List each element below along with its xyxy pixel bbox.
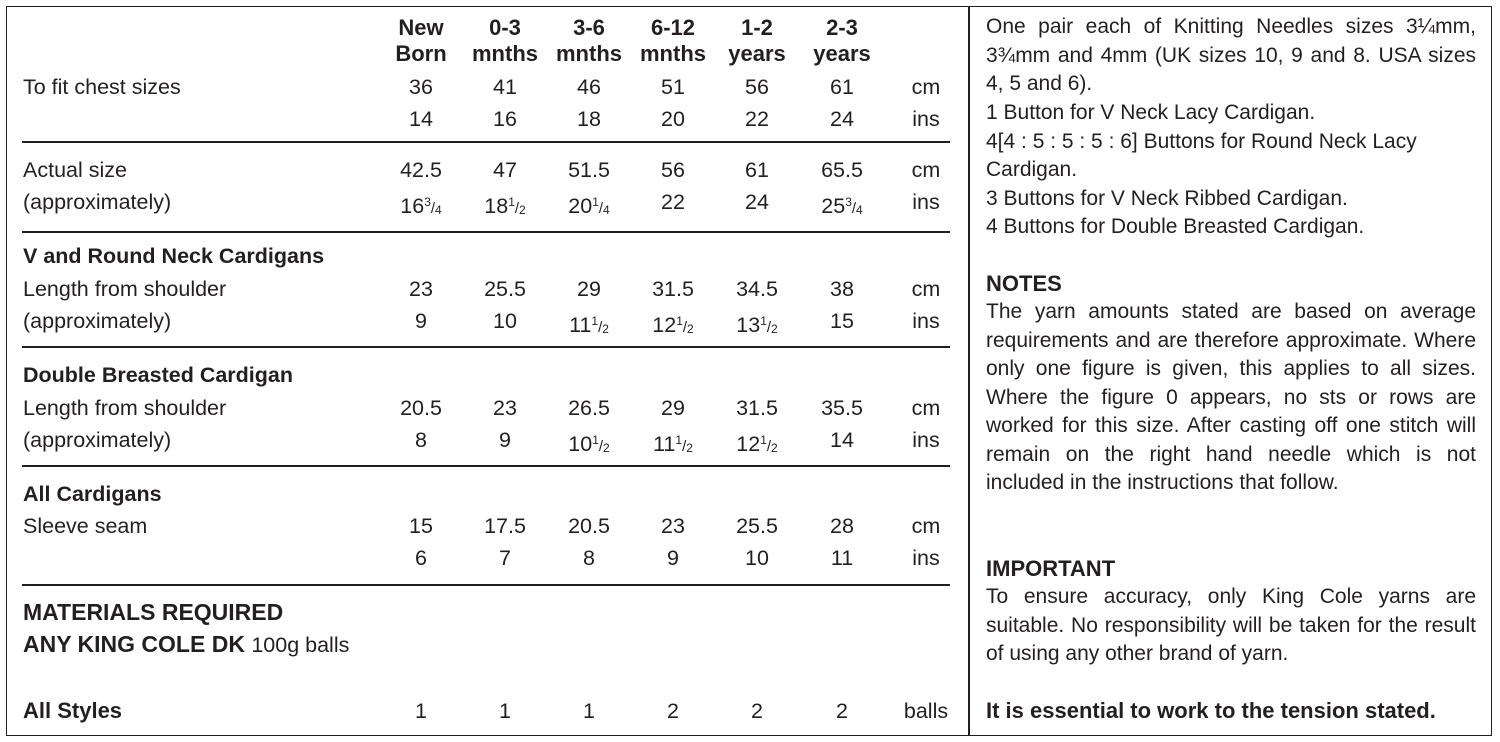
section-heading: V and Round Neck Cardigans xyxy=(23,244,325,268)
section-heading: All Cardigans xyxy=(23,482,162,506)
unit-label: ins xyxy=(912,546,940,570)
materials-yarn xyxy=(23,628,349,661)
unit-label: ins xyxy=(912,428,940,452)
unit-label: cm xyxy=(911,75,941,99)
tension-note: It is essential to work to the tension stated. xyxy=(986,698,1436,723)
size-header-line1: New xyxy=(398,15,444,40)
size-value: 61 xyxy=(745,158,769,182)
size-value: 31.5 xyxy=(736,396,778,420)
row-label: (approximately) xyxy=(23,428,172,452)
size-value: 25.5 xyxy=(736,514,778,538)
important-text: To ensure accuracy, only King Cole yarns are suitable. No responsibility will be taken for the result of using any other brand of yarn. xyxy=(986,585,1476,665)
size-value: $11^1/2$ xyxy=(653,432,693,456)
size-value: 29 xyxy=(661,396,685,420)
buttons-item: 4[4 : 5 : 5 : 5 : 6] Buttons for Round Neck Lacy Cardigan. xyxy=(986,129,1417,181)
row-label: Length from shoulder xyxy=(23,277,227,301)
materials-heading: MATERIALS REQUIRED xyxy=(23,599,284,625)
size-value: 35.5 xyxy=(821,396,863,420)
size-value: 9 xyxy=(499,428,511,452)
size-value: 31.5 xyxy=(652,277,694,301)
buttons-list xyxy=(986,99,1476,242)
buttons-item: 4 Buttons for Double Breasted Cardigan. xyxy=(986,215,1365,238)
balls-value: 2 xyxy=(836,699,848,723)
row-label: Actual size xyxy=(23,158,127,182)
section-heading: Double Breasted Cardigan xyxy=(23,363,293,387)
section-rule xyxy=(22,346,950,348)
balls-value: 1 xyxy=(415,699,427,723)
size-value: 6 xyxy=(415,546,427,570)
size-value: 10 xyxy=(493,309,517,333)
unit-label: cm xyxy=(911,158,941,182)
balls-value: 1 xyxy=(499,699,511,723)
size-value: 65.5 xyxy=(821,158,863,182)
size-value: 22 xyxy=(745,107,769,131)
size-value: 56 xyxy=(661,158,685,182)
size-value: 25.5 xyxy=(484,277,526,301)
size-value: 56 xyxy=(745,75,769,99)
size-value: 20 xyxy=(661,107,685,131)
size-value: 7 xyxy=(499,546,511,570)
size-header-line2: Born xyxy=(395,41,447,66)
size-value: $12^1/2$ xyxy=(652,313,694,337)
unit-label: cm xyxy=(911,396,941,420)
size-value: 28 xyxy=(830,514,854,538)
size-value: 11 xyxy=(830,546,854,570)
unit-label: ins xyxy=(912,190,940,214)
buttons-item: 1 Button for V Neck Lacy Cardigan. xyxy=(986,101,1316,124)
section-rule xyxy=(22,584,950,586)
size-value: 61 xyxy=(830,75,854,99)
balls-value: 2 xyxy=(751,699,763,723)
needles-text: One pair each of Knitting Needles sizes 3¼mm, 3¾mm and 4mm (UK sizes 10, 9 and 8. USA sizes 4, 5 and 6). xyxy=(986,15,1476,95)
size-value: 8 xyxy=(583,546,595,570)
size-value: 51.5 xyxy=(568,158,610,182)
size-header-line1: 6-12 xyxy=(650,15,696,40)
row-label: Length from shoulder xyxy=(23,396,227,420)
size-value: 15 xyxy=(830,309,854,333)
size-value: 51 xyxy=(661,75,685,99)
size-value: 14 xyxy=(409,107,433,131)
all-styles-label: All Styles xyxy=(23,698,123,723)
size-value: 42.5 xyxy=(400,158,442,182)
unit-label: cm xyxy=(911,277,941,301)
size-value: 15 xyxy=(409,514,433,538)
unit-label: balls xyxy=(903,699,949,723)
size-header-line1: 3-6 xyxy=(573,15,605,40)
notes-text: The yarn amounts stated are based on average requirements and are therefore approximate. Where only one figure is given, this applies to all sizes. Where the figure 0 appears, no sts or rows are worked for this size. After casting off one stitch will remain on the right hand needle which is not included in the instructions that follow. xyxy=(986,300,1476,494)
unit-label: ins xyxy=(912,309,940,333)
size-value: 20.5 xyxy=(400,396,442,420)
section-rule xyxy=(22,465,950,467)
size-value: 41 xyxy=(493,75,517,99)
size-value: 10 xyxy=(745,546,769,570)
size-header-line2: mnths xyxy=(640,41,706,66)
size-header-line1: 1-2 xyxy=(741,15,773,40)
unit-label: ins xyxy=(912,107,940,131)
balls-value: 2 xyxy=(667,699,679,723)
size-value: $18^1/2$ xyxy=(484,194,526,218)
size-value: 26.5 xyxy=(568,396,610,420)
row-label: To fit chest sizes xyxy=(23,75,181,99)
size-value: 34.5 xyxy=(736,277,778,301)
size-value: 29 xyxy=(577,277,601,301)
section-rule xyxy=(22,141,950,143)
buttons-item: 3 Buttons for V Neck Ribbed Cardigan. xyxy=(986,186,1348,210)
size-header-line2: years xyxy=(728,41,786,66)
size-value: $10^1/2$ xyxy=(568,432,610,456)
size-value: 47 xyxy=(493,158,517,182)
size-header-line2: years xyxy=(813,41,871,66)
row-label: (approximately) xyxy=(23,309,172,333)
size-value: 16 xyxy=(493,107,517,131)
size-value: 36 xyxy=(409,75,433,99)
yarn-name: ANY KING COLE DK xyxy=(23,631,245,657)
notes-heading: NOTES xyxy=(986,271,1062,296)
size-value: 22 xyxy=(661,190,685,214)
column-divider xyxy=(968,6,970,736)
size-value: 14 xyxy=(830,428,854,452)
size-value: $20^1/4$ xyxy=(568,194,610,218)
balls-value: 1 xyxy=(583,699,595,723)
size-value: $11^1/2$ xyxy=(569,313,609,337)
size-value: 9 xyxy=(667,546,679,570)
yarn-suffix: 100g balls xyxy=(251,633,350,657)
size-value: 24 xyxy=(745,190,769,214)
important-heading: IMPORTANT xyxy=(986,556,1116,581)
size-value: 24 xyxy=(830,107,854,131)
size-value: 20.5 xyxy=(568,514,610,538)
size-value: 17.5 xyxy=(484,514,526,538)
size-value: $13^1/2$ xyxy=(736,313,778,337)
size-value: 23 xyxy=(409,277,433,301)
size-value: 8 xyxy=(415,428,427,452)
size-value: 38 xyxy=(830,277,854,301)
size-header-line1: 0-3 xyxy=(489,15,521,40)
section-rule xyxy=(22,231,950,233)
size-value: $16^3/4$ xyxy=(400,194,442,218)
size-value: 23 xyxy=(661,514,685,538)
size-value: 23 xyxy=(493,396,517,420)
size-header-line2: mnths xyxy=(472,41,538,66)
size-header-line2: mnths xyxy=(556,41,622,66)
size-value: 18 xyxy=(577,107,601,131)
size-value: $25^3/4$ xyxy=(821,194,863,218)
size-value: 46 xyxy=(577,75,601,99)
row-label: Sleeve seam xyxy=(23,514,148,538)
size-value: 9 xyxy=(415,309,427,333)
size-value: $12^1/2$ xyxy=(736,432,778,456)
size-header-line1: 2-3 xyxy=(826,15,858,40)
unit-label: cm xyxy=(911,514,941,538)
row-label: (approximately) xyxy=(23,190,172,214)
